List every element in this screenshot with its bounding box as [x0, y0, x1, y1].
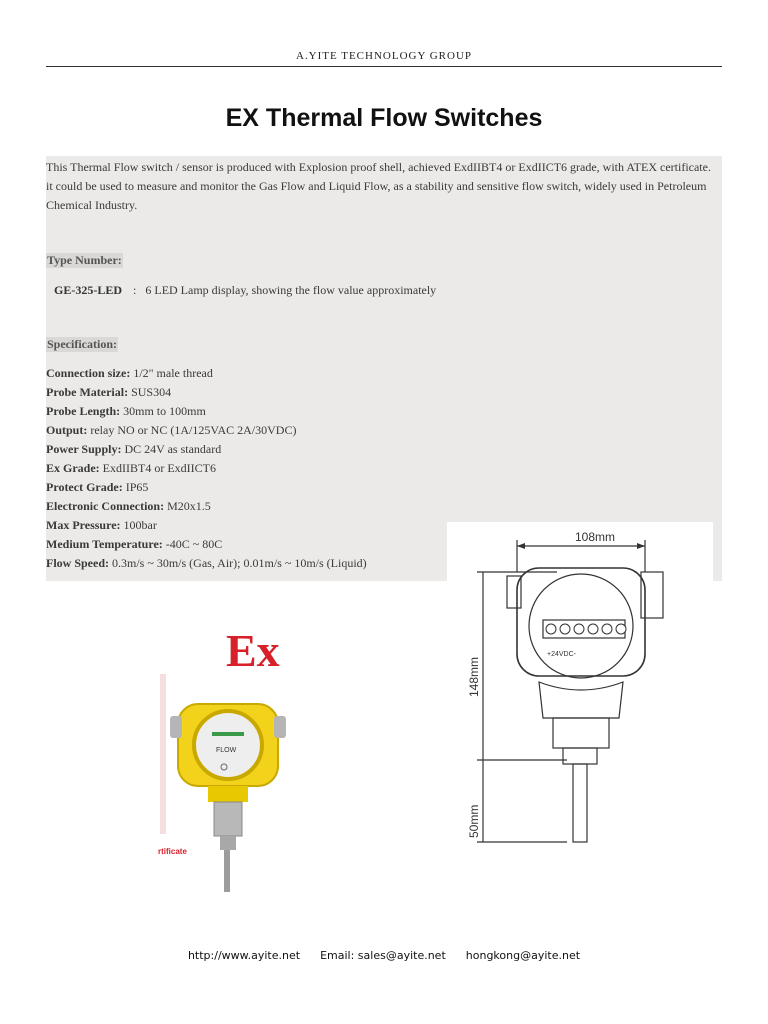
spec-key: Medium Temperature: — [46, 537, 163, 551]
spec-value: SUS304 — [131, 385, 172, 399]
spec-key: Output: — [46, 423, 88, 437]
neck — [208, 786, 248, 802]
terminal-4 — [588, 624, 598, 634]
terminal-5 — [602, 624, 612, 634]
spec-row — [46, 402, 367, 421]
thread — [220, 836, 236, 850]
spec-key: Probe Material: — [46, 385, 129, 399]
spec-key: Max Pressure: — [46, 518, 121, 532]
housing-outline — [517, 568, 645, 676]
spec-key: Probe Length: — [46, 404, 121, 418]
probe-outline — [573, 764, 587, 842]
thread-outline — [563, 748, 597, 764]
cable-gland-left — [170, 716, 182, 738]
terminal-1 — [546, 624, 556, 634]
email-link[interactable]: Email: sales@ayite.net — [320, 949, 446, 962]
terminal-3 — [574, 624, 584, 634]
display-window — [194, 711, 262, 779]
neck-outline — [539, 682, 623, 718]
spec-row — [46, 440, 367, 459]
spec-value: DC 24V as standard — [124, 442, 222, 456]
spec-row — [46, 478, 367, 497]
spec-row — [46, 554, 367, 573]
width-dimension: 108mm — [575, 530, 616, 544]
website-link[interactable]: http://www.ayite.net — [187, 949, 301, 962]
spec-value: 30mm to 100mm — [123, 404, 206, 418]
footer — [0, 949, 768, 962]
terminal-2 — [560, 624, 570, 634]
spec-row — [46, 535, 367, 554]
model-number: GE-325-LED — [54, 283, 123, 297]
spec-row — [46, 383, 367, 402]
spec-value: ExdIIBT4 or ExdIICT6 — [102, 461, 216, 475]
led-bar — [212, 732, 244, 736]
spec-value: -40C ~ 80C — [165, 537, 223, 551]
spec-value: M20x1.5 — [167, 499, 211, 513]
height-dimension: 148mm — [467, 656, 481, 697]
flow-label: FLOW — [216, 747, 237, 754]
spec-list — [46, 364, 367, 573]
spec-key: Connection size: — [46, 366, 131, 380]
spec-row — [46, 421, 367, 440]
separator: : — [133, 283, 137, 297]
arrow-left — [517, 543, 525, 549]
intro-paragraph: This Thermal Flow switch / sensor is produced with Explosion proof shell, achieved ExdIIBT4 or ExdIICT6 grade, with ATEX certificate. it could be used to measure and monitor the Gas Flow and Liquid Flow, as a stability and sensitive flow switch, widely used in Petroleum Chemical Industry. — [46, 160, 711, 212]
spec-row — [46, 364, 367, 383]
probe-dimension: 50mm — [467, 804, 481, 838]
cable-gland-right — [274, 716, 286, 738]
spec-value: 100bar — [123, 518, 157, 532]
company-header: A.YITE TECHNOLOGY GROUP — [46, 50, 722, 67]
terminal-label: +24VDC- — [547, 651, 576, 658]
probe-rod — [224, 850, 230, 892]
arrow-right — [637, 543, 645, 549]
spec-key: Flow Speed: — [46, 556, 109, 570]
spec-value: 0.3m/s ~ 30m/s (Gas, Air); 0.01m/s ~ 10m/s (Liquid) — [112, 556, 367, 570]
spec-value: IP65 — [125, 480, 149, 494]
product-photo — [158, 614, 320, 892]
spec-key: Protect Grade: — [46, 480, 123, 494]
spec-row — [46, 516, 367, 535]
fitting-outline — [553, 718, 609, 748]
fitting — [214, 802, 242, 836]
ex-mark: Ex — [226, 625, 280, 676]
type-number-row — [54, 281, 436, 300]
spec-key: Ex Grade: — [46, 461, 100, 475]
certificate-text: rtificate — [158, 847, 187, 856]
type-number-label: Type Number: — [47, 253, 122, 267]
spec-row — [46, 497, 367, 516]
photo-edge — [160, 674, 166, 834]
specification-label: Specification: — [47, 337, 117, 351]
spec-value: 1/2" male thread — [133, 366, 213, 380]
spec-key: Power Supply: — [46, 442, 122, 456]
technical-drawing — [447, 522, 713, 872]
page-title: EX Thermal Flow Switches — [225, 104, 543, 132]
spec-value: relay NO or NC (1A/125VAC 2A/30VDC) — [90, 423, 297, 437]
spec-key: Electronic Connection: — [46, 499, 165, 513]
email2-link[interactable]: hongkong@ayite.net — [465, 949, 581, 962]
model-description: 6 LED Lamp display, showing the flow value approximately — [145, 283, 437, 297]
spec-row — [46, 459, 367, 478]
terminal-6 — [616, 624, 626, 634]
